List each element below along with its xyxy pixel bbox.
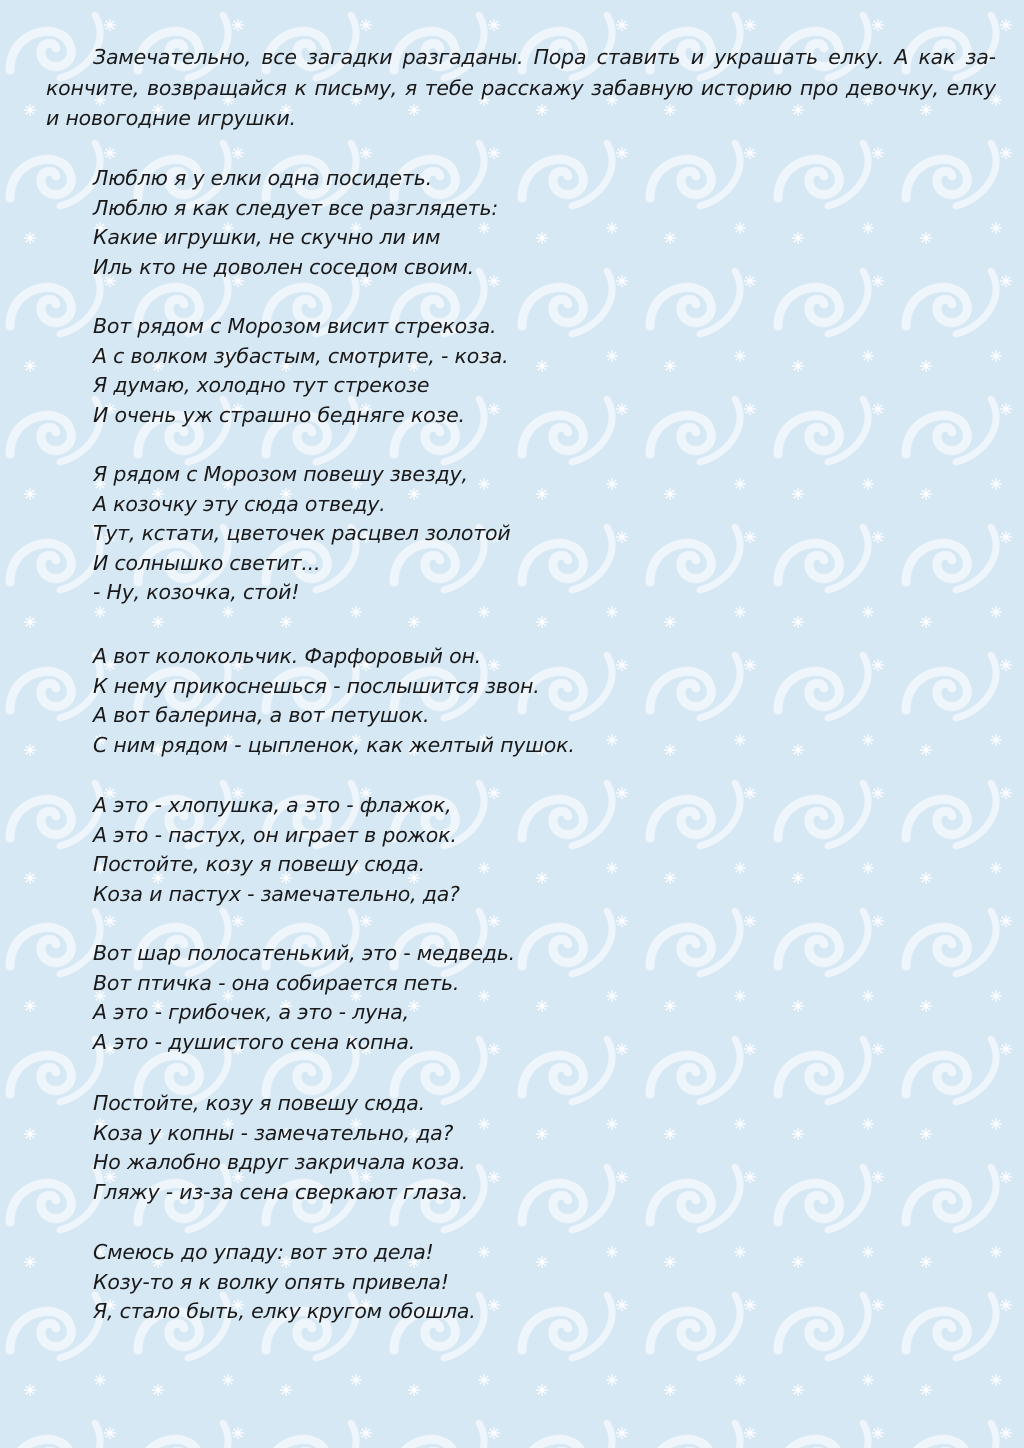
poem-line: Иль кто не доволен соседом своим. xyxy=(93,254,474,279)
poem-line: А это - хлопушка, а это - флажок, xyxy=(93,793,452,817)
poem-line: Вот рядом с Морозом висит стрекоза. xyxy=(93,314,497,338)
poem-line: Я думаю, холодно тут стрекозе xyxy=(93,373,430,398)
poem-line: - Ну, козочка, стой! xyxy=(93,580,300,605)
poem-stanza-4 xyxy=(93,642,973,760)
poem-stanza-6 xyxy=(93,939,973,1057)
poem-stanza-3 xyxy=(93,460,973,608)
poem-line: С ним рядом - цыпленок, как желтый пушок. xyxy=(93,732,575,757)
poem-line: И солнышко светит... xyxy=(93,550,321,575)
poem-line: А вот колокольчик. Фарфоровый он. xyxy=(93,644,481,668)
poem-line: Постойте, козу я повешу сюда. xyxy=(93,1091,425,1115)
poem-line: Тут, кстати, цветочек расцвел золотой xyxy=(93,521,511,546)
intro-paragraph: Замечательно, все загадки разгаданы. Пора ставить и украшать елку. А как закончите, возвращайся к письму, я тебе расскажу забавную историю про девочку, елку и новогодние игрушки. xyxy=(46,45,996,130)
poem-line: Вот птичка - она собирается петь. xyxy=(93,970,460,995)
poem-line: А это - грибочек, а это - луна, xyxy=(93,1000,409,1025)
poem-stanza-5 xyxy=(93,791,973,909)
poem-line: К нему прикоснешься - послышится звон. xyxy=(93,673,540,698)
poem-line: Постойте, козу я повешу сюда. xyxy=(93,852,425,877)
poem-line: Люблю я у елки одна посидеть. xyxy=(93,166,432,190)
poem-line: А вот балерина, а вот петушок. xyxy=(93,703,430,728)
poem-line: Козу-то я к волку опять привела! xyxy=(93,1269,449,1294)
poem-line: И очень уж страшно бедняге козе. xyxy=(93,402,465,427)
poem-line: Я, стало быть, елку кругом обошла. xyxy=(93,1299,476,1324)
poem-line: Вот шар полосатенький, это - медведь. xyxy=(93,941,515,965)
poem-stanza-8 xyxy=(93,1238,973,1327)
poem-line: А это - душистого сена копна. xyxy=(93,1029,416,1054)
poem-line: Коза и пастух - замечательно, да? xyxy=(93,881,460,906)
poem-line: А с волком зубастым, смотрите, - коза. xyxy=(93,343,509,368)
poem-line: Смеюсь до упаду: вот это дела! xyxy=(93,1240,434,1264)
poem-line: Гляжу - из-за сена сверкают глаза. xyxy=(93,1179,469,1204)
poem-line: А это - пастух, он играет в рожок. xyxy=(93,822,457,847)
poem-line: Коза у копны - замечательно, да? xyxy=(93,1120,454,1145)
poem-line: Люблю я как следует все разглядеть: xyxy=(93,195,499,220)
poem-stanza-1 xyxy=(93,164,973,282)
poem-line: Я рядом с Морозом повешу звезду, xyxy=(93,462,468,486)
poem-stanza-7 xyxy=(93,1089,973,1207)
poem-line: Какие игрушки, не скучно ли им xyxy=(93,225,441,250)
poem-line: Но жалобно вдруг закричала коза. xyxy=(93,1150,466,1175)
poem-line: А козочку эту сюда отведу. xyxy=(93,491,386,516)
poem-stanza-2 xyxy=(93,312,973,430)
